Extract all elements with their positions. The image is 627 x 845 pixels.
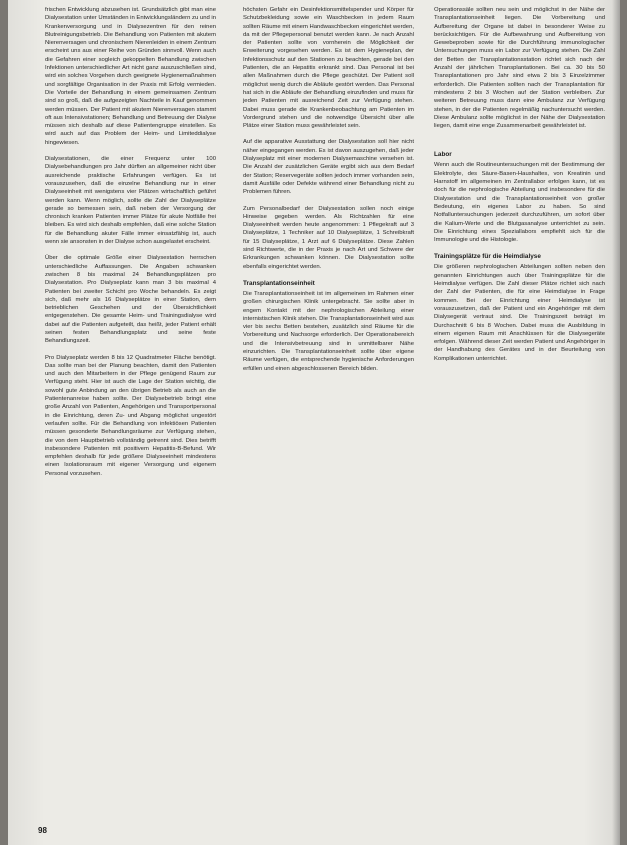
paragraph: Zum Personalbedarf der Dialysestation sollen noch einige Hinweise gegeben werden. Als Richtzahlen für eine Dialyseeinheit werden heute angenommen: 1 Pflegekraft auf 3 Dialyseplätze, 1 Techniker auf 10 Dialyseplätze, 1 Schreibkraft für 15 Dialyseplätze, 1 Arzt auf 6 Dialyseplätze. Diese Zahlen sind Richtwerte, die in der Praxis je nach Art und Schwere der Erkrankungen schwanken können. Die Dialysestation sollte ebenfalls eingerichtet werden.	[243, 205, 414, 270]
page-edge-shadow	[612, 0, 620, 845]
page-number: 98	[38, 826, 47, 835]
section-heading: Labor	[434, 151, 452, 159]
text-column-middle	[243, 6, 414, 381]
paragraph: frischen Entwicklung abzusehen ist. Grundsätzlich gibt man eine Dialysestation unter Umständen in Entwicklungsländern zu und in Krankenversorgung und in Dialysezentren für den reinen Blutreinigungsbetrieb. Die Behandlung von Patienten mit akutem Nierenversagen und chronischem Nierenleiden in einem Zentrum erscheint uns aus einer Reihe von Gründen sinnvoll. Wenn auch die Gefahren einer sogleich gekoppelten Behandlung zwischen Infektionen unterschiedlicher Art nicht ganz auszuschließen sind, wird ein solches Vorgehen durch geeignete Hygienemaßnahmen und sorgfältige Organisation in der Praxis mit Erfolg vermieden. Die Vorteile der Behandlung in einem gemeinsamen Zentrum sind so groß, daß die aufgezeigten Nachteile in Kauf genommen werden müssen. Der Patient mit akutem Nierenversagen stammt oft aus Intensivstationen; Behandlung und Betreuung der Dialyse müssen sich deshalb auf diese Patientengruppe einstellen. Es wird auch auf das Problem der Heim- und Limiteddialyse hingewiesen.	[45, 7, 216, 146]
paragraph: Über die optimale Größe einer Dialysestation herrschen unterschiedliche Auffassungen. Die Angaben schwanken zwischen 8 bis maximal 24 Behandlungsplätzen pro Dialysestation. Pro Dialyseplatz kann man 3 bis maximal 4 Patienten bei zweiter Schicht pro Woche behandeln. Es zeigt sich, daß mehr als 16 Dialyseplätze in einer Station, dem betrieblichen Geschehen und der Übersichtlichkeit entgegenstehen. Die gesamte Heim- und Trainingsdialyse wird dabei auf die Patienten aufgeteilt, das heißt, jeder Patient erhält seinen festen Behandlungsplatz und seine feste Behandlungszeit.	[45, 255, 216, 345]
section-heading: Trainingsplätze für die Heimdialyse	[434, 253, 541, 261]
scanned-page	[8, 0, 620, 845]
paragraph: Operationssäle sollten neu sein und möglichst in der Nähe der Transplantationseinheit liegen. Die Vorbereitung und Aufbereitung der Organe ist dabei in besonderer Weise zu berücksichtigen. Für die Aufbewahrung und Aufbereitung von Gewebeproben sowie für die Durchführung immunologischer Untersuchungen muss ein Labor zur Verfügung stehen. Die Zahl der Betten der Transplantationsstation richtet sich nach der Anzahl der jährlichen Transplantationen. Bei ca. 30 bis 50 Transplantationen pro Jahr sind etwa 2 bis 3 Einzelzimmer erforderlich. Die Patienten sollten nach der Transplantation für mindestens 2 bis 3 Wochen auf der Station verbleiben. Zur weiteren Betreuung muss dann eine Ambulanz zur Verfügung stehen, in der die Patienten regelmäßig nachuntersucht werden. Diese Ambulanz sollte möglichst in der Nähe der Dialysestation liegen, damit eine enge Zusammenarbeit gewährleistet ist.	[434, 7, 605, 130]
paragraph: Die größeren nephrologischen Abteilungen sollten neben den genannten Einrichtungen auch über Trainingsplätze für die Heimdialyse verfügen. Die Zahl dieser Plätze richtet sich nach der Zahl der Patienten, die für eine Heimdialyse in Frage kommen. Bei der Einrichtung einer Heimdialyse ist vorauszusetzen, daß der Patient und ein Angehöriger mit dem Dialysegerät vertraut sind. Die Trainingszeit beträgt im Durchschnitt 6 bis 8 Wochen. Dabei muss die Ausbildung in einem eigenen Raum mit Anschlüssen für die Dialysegeräte erfolgen. Während dieser Zeit werden Patient und Angehöriger in der Handhabung des Gerätes und in der Beurteilung von Komplikationen unterrichtet.	[434, 264, 605, 362]
paragraph: Die Transplantationseinheit ist im allgemeinen im Rahmen einer großen chirurgischen Klinik untergebracht. Sie sollte aber in engem Kontakt mit der nephrologischen Abteilung einer internistischen Klinik stehen. Die Transplantationseinheit wird aus vier bis sechs Betten bestehen, zusätzlich sind Räume für die Vorbereitung und Nachsorge erforderlich. Der Operationsbereich und die Intensivbetreuung sind in unmittelbarer Nähe einzurichten. Die Transplantationseinheit sollte über eigene Räume verfügen, die entsprechende hygienische Anforderungen erfüllen und einen abgeschlossenen Bereich bilden.	[243, 290, 414, 372]
text-column-left	[45, 6, 216, 486]
paragraph: Wenn auch die Routineuntersuchungen mit der Bestimmung der Elektrolyte, des Säure-Basen-Haushaltes, von Kreatinin und Harnstoff im allgemeinen im Zentrallabor erfolgen kann, ist es doch für die nephrologische Abteilung und insbesondere für die Dialysestation und die Transplantationseinheit von großer Bedeutung, ein eigenes Labor zu haben. So sind Notfalluntersuchungen jederzeit durchzuführen, um sofort über die Kalium-Werte und die Blutgasanalyse unterrichtet zu sein. Die Einrichtung eines Speziallabors empfiehlt sich für die Immunologie und die Histologie.	[434, 162, 605, 244]
paragraph: Auf die apparative Ausstattung der Dialysestation soll hier nicht näher eingegangen werden. Es ist davon auszugehen, daß jeder Dialyseplatz mit einer modernen Dialysemaschine versehen ist. Die Anzahl der zusätzlichen Geräte ergibt sich aus dem Bedarf der Station; Reservegeräte sollten jedoch immer vorhanden sein, damit Ausfälle oder Defekte während einer Behandlung nicht zu Problemen führen.	[243, 139, 414, 196]
paragraph: Dialysestationen, die einer Frequenz unter 100 Dialysebehandlungen pro Jahr dürften an allgemeiner nicht über ausreichende praktische Erfahrungen verfügen. Es ist vorauszusehen, daß die einzelne Behandlung nur in einer Dialyseeinheit mit wenigstens vier Plätzen wirtschaftlich geführt werden kann. Wenn möglich, sollte die Zahl der Dialyseplätze gerade so bemessen sein, daß neben der Versorgung der chronisch kranken Patienten immer Plätze für akute Notfälle frei bleiben. Es wird sich deshalb empfehlen, daß eine solche Station für die Behandlung akuter Fälle immer einsatzfähig ist, auch wenn sie ansonsten in der Dialyse schon ausgelastet erscheint.	[45, 156, 216, 246]
column-gap	[434, 138, 605, 146]
text-column-right	[434, 6, 605, 371]
paragraph: Pro Dialyseplatz werden 8 bis 12 Quadratmeter Fläche benötigt. Das sollte man bei der Planung beachten, damit den Patienten und auch den Mitarbeitern in der Pflege genügend Raum zur Verfügung steht. Hier ist auch die Lage der Station wichtig, die sowohl gute Anbindung an den übrigen Betrieb als auch an die Patientenanreise haben sollte. Der Dialysebetrieb bringt eine große Anzahl von Patienten, Angehörigen und Transportpersonal in die Einrichtung, deren Zu- und Abgang möglichst ungestört verlaufen sollte. Für die Behandlung von infektiösen Patienten müssen gesonderte Behandlungsräume zur Verfügung stehen, die von dem Hauptbetrieb vollständig getrennt sind. Dies betrifft insbesondere Patienten mit positivem Hepatitis-B-Befund. Wir empfehlen deshalb für jede größere Dialyseeinheit mindestens einen Isolationsraum mit eigener Versorgung und eigenem Personal vorzusehen.	[45, 354, 216, 477]
section-heading: Transplantationseinheit	[243, 279, 315, 287]
paragraph: höchsten Gefahr ein Desinfektionsmittelspender und Körper für Schutzbekleidung sowie ein Waschbecken in jedem Raum sollten Räume mit einem Handwaschbecken eingerichtet werden, da mit der Pflegepersonal benutzt werden kann. Je nach Anzahl der Patienten sollte von vornherein die Möglichkeit der Erweiterung vorgesehen werden. Es ist dem Hygieneplan, der Infektionsschutz auf den Stationen zu beachten, gerade bei den Patienten, die an Hepatitis erkrankt sind. Das Personal ist bei allen Maßnahmen durch die Pflege geschützt. Der Patient soll möglichst wenig durch die Abläufe gestört werden. Das Personal hat sich in die Abläufe der Behandlung einzufinden und muss für jeden Patienten mit ausreichend Zeit zur Verfügung stehen. Dabei muss gerade die Krankenbeobachtung am Patienten im Vordergrund stehen und die notwendige Übersicht über alle Plätze einer Station muss gewährleistet sein.	[243, 7, 414, 130]
